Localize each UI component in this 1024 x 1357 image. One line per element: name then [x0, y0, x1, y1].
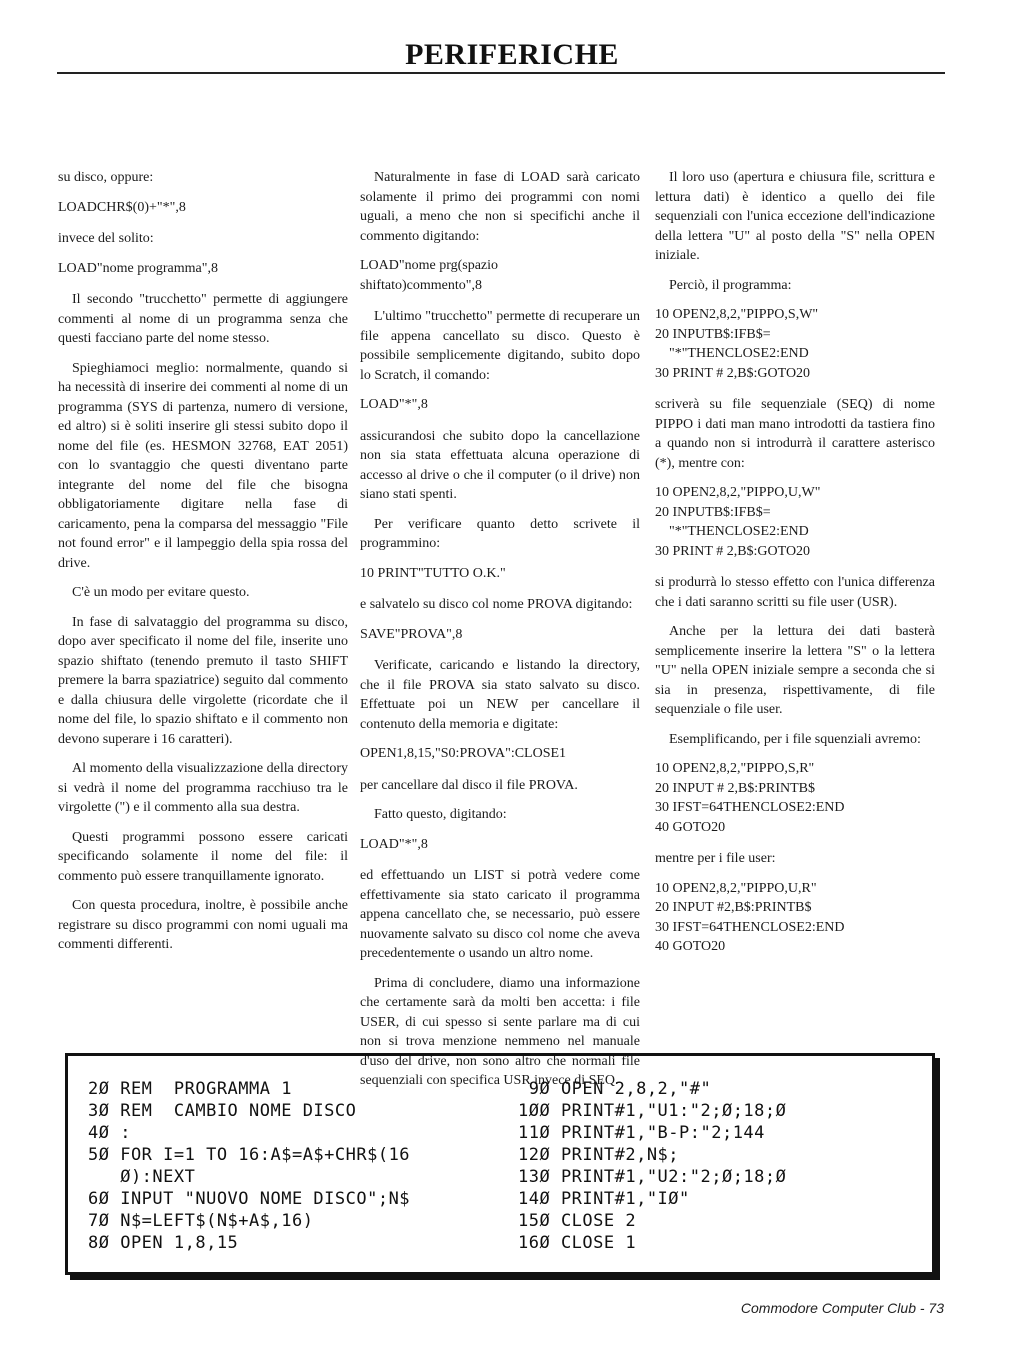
listing-line: 4Ø :: [88, 1123, 131, 1143]
page-title: PERIFERICHE: [405, 38, 619, 71]
program-listing-box: [65, 1053, 935, 1275]
paragraph: e salvatelo su disco col nome PROVA digitando:: [360, 597, 633, 612]
code-line: 10 OPEN2,8,2,"PIPPO,S,W": [655, 307, 819, 322]
code-block: [655, 759, 935, 837]
code-line: LOADCHR$(0)+"*",8: [58, 199, 186, 215]
code-line: 30 IFST=64THENCLOSE2:END: [655, 919, 845, 935]
code-line: 20 INPUT # 2,B$:PRINTB$: [655, 780, 815, 796]
listing-line: 12Ø PRINT#2,N$;: [518, 1145, 680, 1165]
paragraph: Perciò, il programma:: [669, 277, 792, 293]
code-line: 20 INPUTB$:IFB$=: [655, 326, 771, 342]
code-line: "*"THENCLOSE2:END: [655, 524, 809, 539]
paragraph: Con questa procedura, inoltre, è possibile anche registrare su disco programmi con nomi uguali ma commenti differenti.: [58, 898, 348, 952]
code-line: 30 PRINT # 2,B$:GOTO20: [655, 365, 811, 381]
code-line: 10 OPEN2,8,2,"PIPPO,S,R": [655, 761, 815, 776]
code-line: 30 PRINT # 2,B$:GOTO20: [655, 543, 811, 559]
listing-line: 2Ø REM PROGRAMMA 1: [88, 1079, 292, 1099]
code-line: 40 GOTO20: [655, 939, 726, 954]
paragraph: Naturalmente in fase di LOAD sarà caricato solamente il primo dei programmi con nomi uguali, a meno che non si specifichi anche il commento digitando:: [360, 170, 640, 244]
listing-line: 6Ø INPUT "NUOVO NOME DISCO";N$: [88, 1189, 411, 1209]
paragraph: per cancellare dal disco il file PROVA.: [360, 777, 578, 793]
code-line: LOAD"*",8: [360, 397, 428, 412]
paragraph: Prima di concludere, diamo una informazione che certamente sarà da molti ben accetta: i file USER, di cui spesso si sente parlare ma di cui non si trova menzione nemmeno nel manuale d'uso del drive, non sono altro che normali file sequenziali con specifica USR invece di SEQ.: [360, 975, 640, 1088]
code-line: SAVE"PROVA",8: [360, 626, 463, 642]
code-line: shiftato)commento",8: [360, 277, 482, 293]
paragraph: invece del solito:: [58, 231, 154, 246]
code-block: [360, 256, 640, 295]
paragraph: mentre per i file user:: [655, 851, 776, 866]
code-line: "*"THENCLOSE2:END: [655, 346, 809, 361]
listing-left-column: [88, 1078, 410, 1254]
paragraph: Il loro uso (apertura e chiusura file, scrittura e lettura dati) è identico a quello dei file sequenziali con l'unica eccezione dell'indicazione della lettera "U" al posto della "S" nella OPEN iniziale.: [655, 170, 935, 263]
code-line: LOAD"nome programma",8: [58, 260, 218, 276]
paragraph: assicurandosi che subito dopo la cancellazione non sia stata effettuata alcuna operazione di accesso al drive o che il computer (o il drive) non siano stati spenti.: [360, 428, 640, 502]
code-line: 10 OPEN2,8,2,"PIPPO,U,R": [655, 880, 817, 896]
page-footer: Commodore Computer Club - 73: [740, 1300, 944, 1316]
listing-line: 3Ø REM CAMBIO NOME DISCO: [88, 1101, 357, 1121]
code-block: [655, 305, 935, 383]
paragraph: su disco, oppure:: [58, 170, 154, 185]
paragraph: Per verificare quanto detto scrivete il programmino:: [360, 516, 640, 551]
paragraph: scriverà su file sequenziale (SEQ) di nome PIPPO i dati man mano introdotti da tastiera fino a quando non si introdurrà il carattere asterisco (*), mentre con:: [655, 397, 935, 471]
paragraph: ed effettuando un LIST si potrà vedere come effettivamente sia stato caricato il programma appena cancellato che, se necessario, può essere nuovamente salvato su disco col nome che aveva precedentemente o usando un altro nome.: [360, 868, 640, 961]
paragraph: Anche per la lettura dei dati basterà semplicemente inserire la lettera "S" o la lettera "U" nella OPEN iniziale sempre a seconda che si sia in presenza, rispettivamente, di file sequenziale o file user.: [655, 624, 935, 717]
listing-line: 8Ø OPEN 1,8,15: [88, 1233, 239, 1253]
listing-line: 7Ø N$=LEFT$(N$+A$,16): [88, 1211, 314, 1231]
listing-line: 13Ø PRINT#1,"U2:"2;Ø;18;Ø: [518, 1167, 787, 1187]
code-block: [655, 879, 935, 957]
code-line: LOAD"*",8: [360, 836, 428, 852]
paragraph: L'ultimo "trucchetto" permette di recuperare un file appena cancellato su disco. Questo è possibile semplicemente digitando, subito dopo lo Scratch, il comando:: [360, 309, 640, 383]
listing-line: 15Ø CLOSE 2: [518, 1211, 637, 1231]
listing-line: 5Ø FOR I=1 TO 16:A$=A$+CHR$(16: [88, 1145, 411, 1165]
listing-line: Ø):NEXT: [88, 1167, 196, 1187]
code-line: 30 IFST=64THENCLOSE2:END: [655, 800, 845, 815]
text-column-1: [58, 168, 348, 965]
paragraph: In fase di salvataggio del programma su disco, dopo aver specificato il nome del file, inserite uno spazio shiftato (tenendo premuto il tasto SHIFT premere la barra spaziatrice) seguito dal commento e dalla chiusura delle virgolette (ricordate che il nome del file, lo spazio shiftato e il commento non devono superare i 16 caratteri).: [58, 614, 348, 747]
paragraph: si produrrà lo stesso effetto con l'unica differenza che i dati saranno scritti su file user (USR).: [655, 575, 935, 610]
code-line: 40 GOTO20: [655, 819, 726, 835]
code-line: LOAD"nome prg(spazio: [360, 258, 499, 273]
listing-line: 14Ø PRINT#1,"IØ": [518, 1189, 690, 1209]
paragraph: Il secondo "trucchetto" permette di aggiungere commenti al nome di un programma senza che questi facciano parte del nome stesso.: [58, 292, 348, 346]
paragraph: C'è un modo per evitare questo.: [72, 585, 250, 600]
listing-right-column: [518, 1078, 786, 1254]
paragraph: Al momento della visualizzazione della directory si vedrà il nome del programma racchiuso tra le virgolette (") e il commento alla sua destra.: [58, 761, 348, 815]
paragraph: Fatto questo, digitando:: [374, 807, 507, 822]
text-column-2: [360, 168, 640, 1101]
paragraph: Spieghiamoci meglio: normalmente, quando si ha necessità di inserire dei commenti al nome di un programma (SYS di partenza, numero di versione, ed altro) si è soliti inserire gli stessi subito dopo il nome del file (es. HESMON 32768, EAT 2051) con lo svantaggio che questi diventano parte integrante del nome del file che bisogna obbligatoriamente digitare nella fase di caricamento, pena la comparsa del messaggio "File not found error" e il lampeggio della spia rossa del drive.: [58, 360, 348, 571]
paragraph: Questi programmi possono essere caricati specificando solamente il nome del file: il commento può essere tranquillamente ignorato.: [58, 829, 348, 884]
code-line: OPEN1,8,15,"S0:PROVA":CLOSE1: [360, 746, 567, 761]
code-line: 20 INPUT #2,B$:PRINTB$: [655, 900, 812, 915]
header-rule: [57, 72, 945, 74]
listing-line: 16Ø CLOSE 1: [518, 1233, 637, 1253]
code-block: [655, 483, 935, 561]
listing-line: 9Ø OPEN 2,8,2,"#": [518, 1079, 712, 1099]
code-line: 10 PRINT"TUTTO O.K.": [360, 565, 506, 581]
paragraph: Esemplificando, per i file squenziali avremo:: [669, 731, 921, 747]
listing-line: 11Ø PRINT#1,"B-P:"2;144: [518, 1123, 765, 1143]
paragraph: Verificate, caricando e listando la directory, che il file PROVA sia stato salvato su disco. Effettuate poi un NEW per cancellare il contenuto della memoria e digitate:: [360, 658, 640, 732]
listing-line: 1ØØ PRINT#1,"U1:"2;Ø;18;Ø: [518, 1101, 787, 1121]
text-column-3: [655, 168, 935, 969]
code-line: 10 OPEN2,8,2,"PIPPO,U,W": [655, 485, 821, 500]
code-line: 20 INPUTB$:IFB$=: [655, 504, 771, 520]
